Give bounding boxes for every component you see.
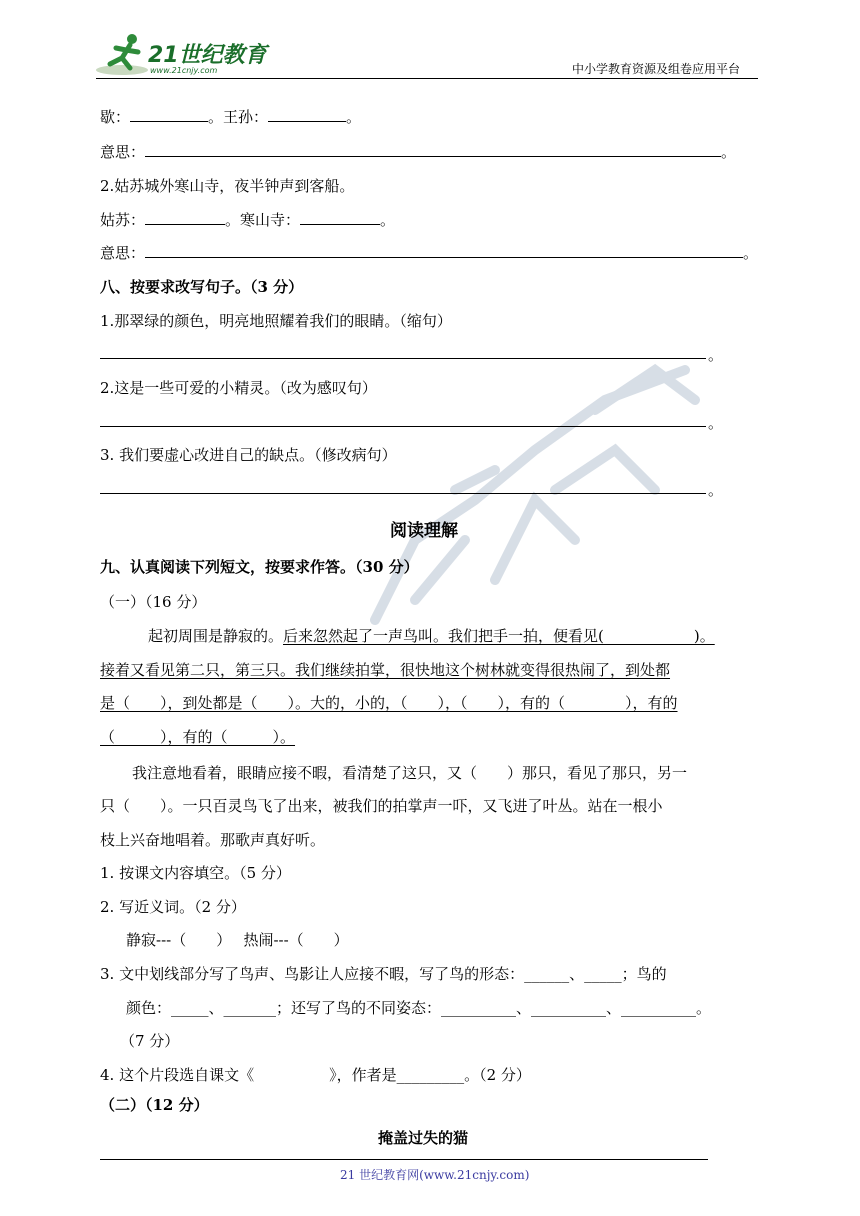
blank-xie[interactable] — [130, 121, 208, 122]
r-question-2: 2. 写近义词。（2 分） — [100, 898, 246, 916]
logo-runner-icon — [96, 30, 152, 78]
line-gusu — [100, 209, 395, 230]
header-rule — [96, 78, 758, 79]
line-xie — [100, 106, 361, 127]
passage-line-1 — [148, 625, 715, 646]
r-question-3-score: （7 分） — [120, 1032, 180, 1050]
blank-wangsun[interactable] — [268, 121, 346, 122]
r-question-4: 4. 这个片段选自课文《 》，作者是_________。（2 分） — [100, 1066, 531, 1084]
r-question-1: 1. 按课文内容填空。（5 分） — [100, 864, 291, 882]
period: 。 — [380, 211, 396, 229]
footer-rule — [100, 1159, 708, 1160]
section-9-title: 九、认真阅读下列短文，按要求作答。（30 分） — [100, 558, 419, 576]
period: 。 — [346, 108, 362, 126]
passage-line-4: （ ），有的（ ）。 — [100, 728, 296, 746]
watermark-stamp — [355, 340, 735, 640]
logo-text: 21世纪教育 — [148, 43, 267, 68]
footer-text: 21 世纪教育网(www.21cnjy.com) — [340, 1168, 530, 1182]
answer-line-3[interactable] — [100, 493, 706, 494]
passage-line-3: 是（ ），到处都是（ ）。大的，小的，（ ），（ ），有的（ ），有的 — [100, 694, 678, 712]
r-question-3-line-1: 3. 文中划线部分写了鸟声、鸟影让人应接不暇，写了鸟的形态：______、_____；鸟的 — [100, 965, 667, 983]
passage2-line-2: 只（ ）。一只百灵鸟飞了出来，被我们的拍掌声一吓，又飞进了叶丛。站在一根小 — [100, 797, 663, 815]
r-question-2-items: 静寂---（ ） 热闹---（ ） — [126, 931, 349, 949]
period: 。 — [708, 481, 724, 499]
poem-line: 2.姑苏城外寒山寺，夜半钟声到客船。 — [100, 177, 355, 195]
s8-question-2: 2.这是一些可爱的小精灵。（改为感叹句） — [100, 379, 377, 397]
label-gusu: 姑苏： — [100, 211, 146, 229]
line-meaning-2 — [100, 242, 758, 263]
answer-line-1[interactable] — [100, 358, 706, 359]
blank-meaning-1[interactable] — [145, 156, 721, 157]
passage2-line-3: 枝上兴奋地唱着。那歌声真好听。 — [100, 831, 326, 849]
period: 。 — [743, 244, 759, 262]
label-meaning: 意思： — [100, 143, 146, 161]
blank-hanshansi[interactable] — [300, 224, 380, 225]
platform-name: 中小学教育资源及组卷应用平台 — [572, 62, 741, 76]
blank-gusu[interactable] — [145, 224, 225, 225]
underlined-text: 后来忽然起了一声鸟叫。我们把手一拍，便看见( )。 — [283, 627, 715, 645]
period: 。 — [708, 414, 724, 432]
period: 。 — [708, 346, 724, 364]
part-1-title: （一）（16 分） — [100, 593, 207, 611]
label-xie: 歇： — [100, 108, 131, 126]
period: 。 — [721, 143, 737, 161]
passage2-line-1: 我注意地看着，眼睛应接不暇，看清楚了这只，又（ ）那只，看见了那只，另一 — [132, 764, 688, 782]
label-meaning: 意思： — [100, 244, 146, 262]
s8-question-3: 3. 我们要虚心改进自己的缺点。（修改病句） — [100, 446, 397, 464]
section-8-title: 八、按要求改写句子。（3 分） — [100, 278, 304, 296]
answer-line-2[interactable] — [100, 426, 706, 427]
part-2-title: （二）（12 分） — [100, 1096, 209, 1114]
logo-url: www.21cnjy.com — [150, 66, 218, 75]
r-question-3-line-2: 颜色：_____、_______；还写了鸟的不同姿态：__________、__________、__________。 — [126, 999, 712, 1017]
blank-meaning-2[interactable] — [145, 257, 743, 258]
passage-line-2: 接着又看见第二只，第三只。我们继续拍掌，很快地这个树林就变得很热闹了，到处都 — [100, 661, 671, 679]
label-hanshansi: 。寒山寺： — [225, 211, 301, 229]
passage-text: 起初周围是静寂的。 — [148, 627, 284, 645]
label-wangsun: 。王孙： — [208, 108, 269, 126]
reading-heading: 阅读理解 — [390, 521, 458, 541]
story-title: 掩盖过失的猫 — [378, 1129, 469, 1147]
s8-question-1: 1.那翠绿的颜色，明亮地照耀着我们的眼睛。（缩句） — [100, 312, 452, 330]
line-meaning-1 — [100, 141, 736, 162]
